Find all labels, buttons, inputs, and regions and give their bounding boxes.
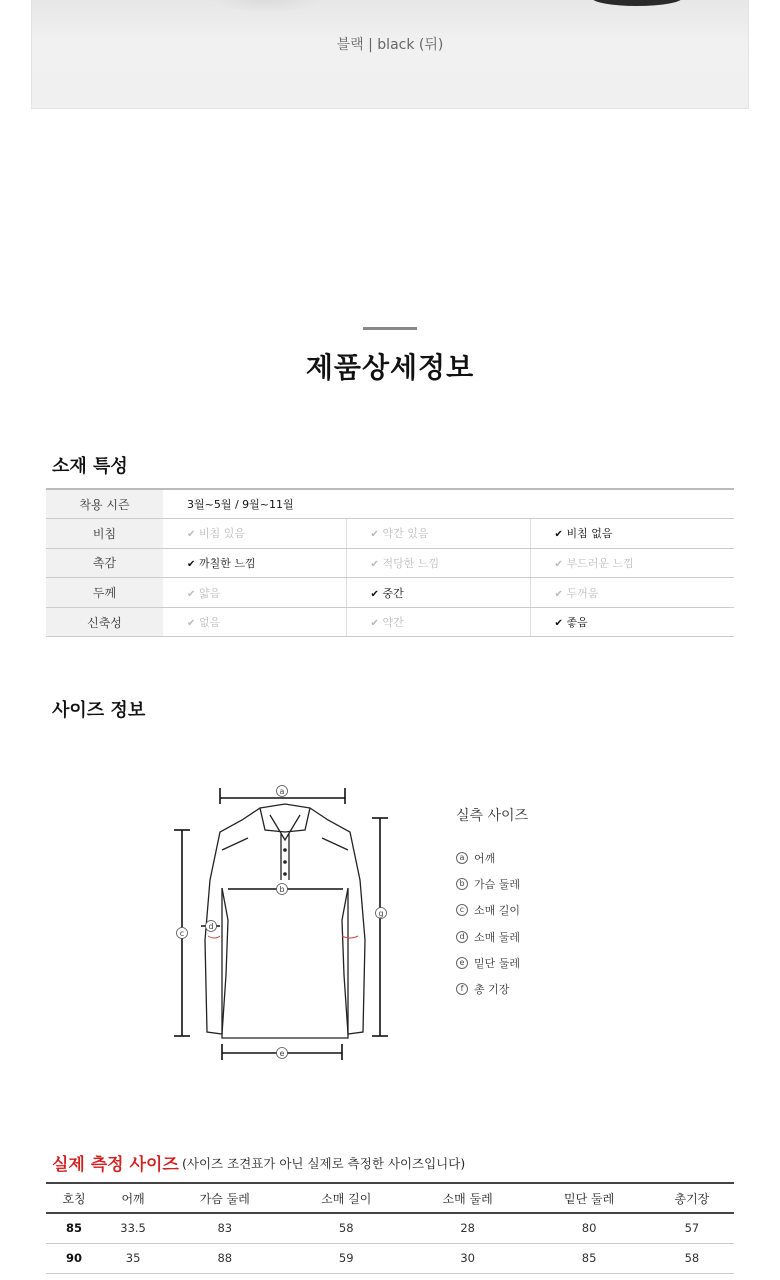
check-icon: ✔ [554,618,563,630]
legend-text: 밑단 둘레 [474,956,521,970]
table-cell: 85 [528,1243,649,1273]
mark-d: d [208,922,214,931]
season-value: 3월~5월 / 9월~11월 [163,489,734,519]
check-icon: ✔ [187,618,196,630]
option-text: 중간 [382,586,404,600]
table-cell: 88 [164,1243,285,1273]
option-text: 비침 없음 [566,527,613,541]
legend-mark: a [456,852,468,864]
legend-mark: f [456,983,468,995]
title-divider [363,327,417,330]
size-table [46,1182,734,1274]
property-option [530,548,734,578]
table-cell: 80 [528,1213,649,1243]
table-row [46,519,734,549]
legend-item [456,897,528,923]
property-label: 비침 [46,519,163,549]
table-cell: 30 [407,1243,528,1273]
real-size-title: 실제 측정 사이즈 [52,1155,179,1175]
season-label: 착용 시즌 [46,489,163,519]
property-option [163,519,346,549]
size-table-header [46,1183,734,1213]
legend-item [456,950,528,976]
check-icon: ✔ [187,588,196,600]
table-cell: 33.5 [102,1213,164,1243]
property-option [346,548,530,578]
table-cell: 58 [285,1213,406,1243]
measurement-legend [456,805,528,1002]
size-info-heading: 사이즈 정보 [52,700,146,721]
property-option [163,578,346,608]
column-header: 밑단 둘레 [528,1183,649,1213]
table-cell: 90 [46,1243,102,1273]
photo-caption: 블랙 | black (뒤) [336,37,444,53]
table-row [46,548,734,578]
property-option [530,607,734,637]
property-option [530,578,734,608]
option-text: 없음 [199,616,221,630]
photo-garment-shadow [202,0,332,12]
table-row [46,1213,734,1243]
check-icon: ✔ [370,588,379,600]
legend-item [456,871,528,897]
legend-mark: e [456,957,468,969]
table-cell: 83 [164,1213,285,1243]
table-cell: 59 [285,1243,406,1273]
property-option [346,578,530,608]
table-cell: 28 [407,1213,528,1243]
property-label: 신축성 [46,607,163,637]
page-title: 제품상세정보 [305,351,475,384]
property-option [346,607,530,637]
mark-e: e [279,1049,285,1058]
option-text: 부드러운 느낌 [566,556,634,570]
column-header: 총기장 [650,1183,734,1213]
check-icon: ✔ [554,588,563,600]
legend-item [456,976,528,1002]
real-size-subtitle: (사이즈 조견표가 아닌 실제로 측정한 사이즈입니다) [182,1156,466,1171]
column-header: 어깨 [102,1183,164,1213]
mark-b: b [279,885,285,894]
product-photo [31,0,749,109]
column-header: 소매 길이 [285,1183,406,1213]
check-icon: ✔ [187,529,196,541]
option-text: 약간 있음 [382,527,429,541]
property-option [346,519,530,549]
column-header: 호칭 [46,1183,102,1213]
table-row [46,1243,734,1273]
table-cell: 57 [650,1213,734,1243]
table-row [46,607,734,637]
property-option [163,548,346,578]
mark-c: c [179,929,185,938]
property-option [163,607,346,637]
option-text: 적당한 느낌 [382,556,440,570]
option-text: 약간 [382,616,404,630]
option-text: 비침 있음 [199,527,246,541]
check-icon: ✔ [187,558,196,570]
legend-text: 총 기장 [474,983,510,997]
legend-item [456,924,528,950]
mark-g: g [378,909,384,918]
legend-title: 실측 사이즈 [456,808,529,824]
material-heading: 소재 특성 [52,456,128,477]
legend-item [456,845,528,871]
property-label: 두께 [46,578,163,608]
property-label: 촉감 [46,548,163,578]
legend-text: 어깨 [474,852,496,866]
mark-a: a [279,787,285,796]
material-table [46,488,734,637]
table-cell: 85 [46,1213,102,1243]
legend-mark: b [456,878,468,890]
legend-text: 소매 길이 [474,904,521,918]
column-header: 소매 둘레 [407,1183,528,1213]
check-icon: ✔ [370,618,379,630]
check-icon: ✔ [370,529,379,541]
legend-text: 소매 둘레 [474,930,521,944]
table-cell: 58 [650,1243,734,1273]
check-icon: ✔ [554,529,563,541]
check-icon: ✔ [370,558,379,570]
option-text: 좋음 [566,616,588,630]
shirt-measurement-diagram [160,770,410,1070]
table-cell: 35 [102,1243,164,1273]
photo-garment-edge [592,0,682,6]
property-option [530,519,734,549]
column-header: 가슴 둘레 [164,1183,285,1213]
legend-mark: c [456,904,468,916]
check-icon: ✔ [554,558,563,570]
option-text: 까칠한 느낌 [199,556,256,570]
table-row [46,489,734,519]
table-row [46,578,734,608]
option-text: 두꺼움 [566,586,599,600]
legend-text: 가슴 둘레 [474,878,521,892]
legend-mark: d [456,931,468,943]
option-text: 얇음 [199,586,221,600]
